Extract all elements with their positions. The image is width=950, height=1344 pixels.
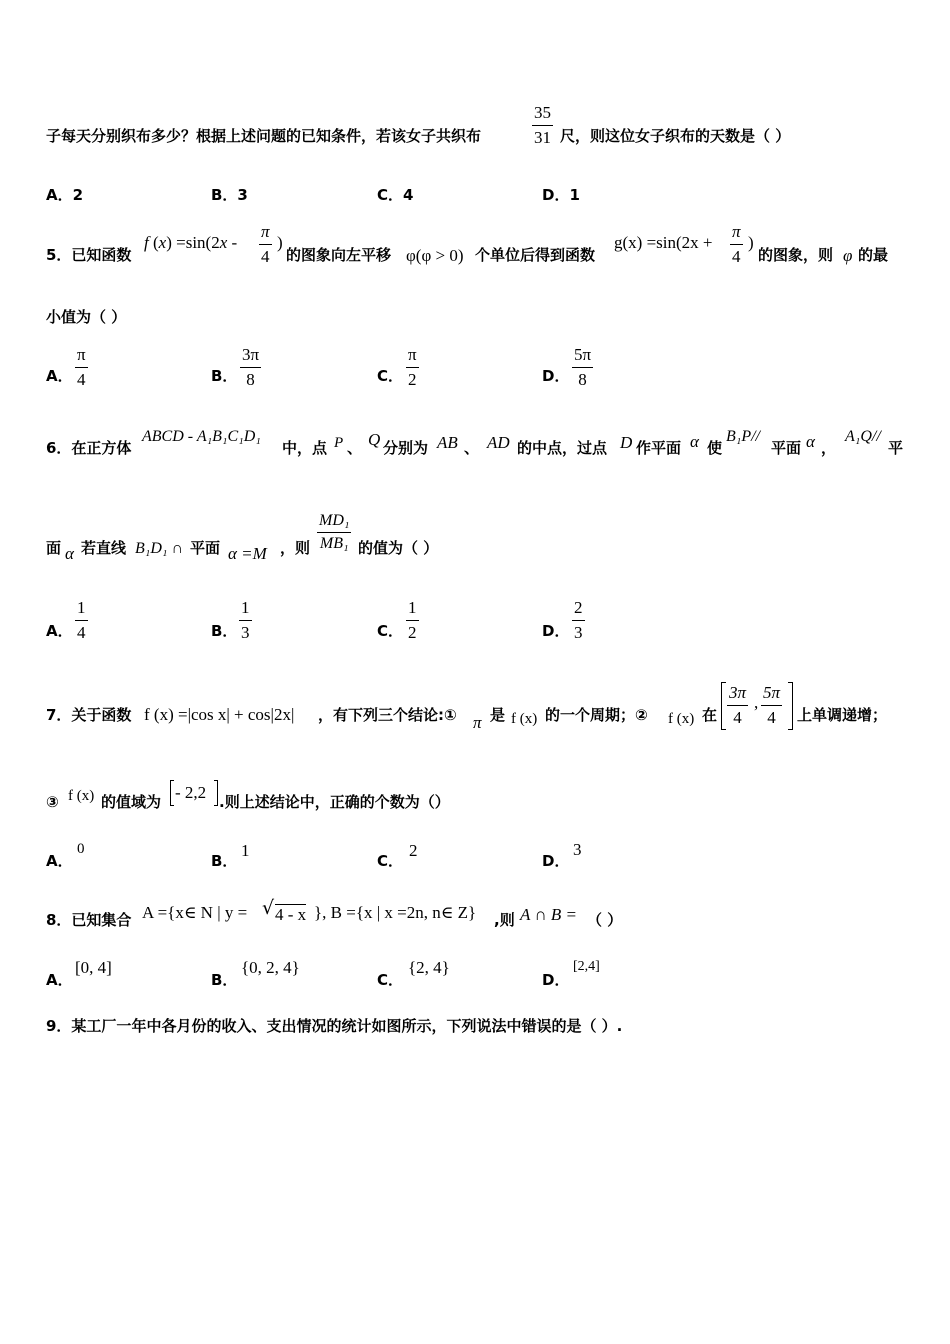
q6-ad: AD (487, 433, 510, 452)
q5-option-c[interactable]: C． (377, 367, 404, 385)
q6-line2-b: 若直线 (81, 539, 127, 557)
q6-text-5: 使 (707, 439, 723, 457)
q8-intersection: A ∩ B = (520, 905, 577, 924)
q6-d: D (620, 433, 633, 452)
q6-ab: AB (437, 433, 458, 452)
q5-f-expr: f (x) =sin(2x - (144, 233, 238, 252)
q6-alpha: α (690, 432, 699, 451)
q7-range-left-bracket (170, 780, 174, 806)
q7-option-a-value: 0 (77, 841, 85, 857)
q5-text-2: 个单位后得到函数 (475, 246, 596, 264)
q6-line2-d: ，则 (280, 539, 311, 557)
q6-ratio: $\frac{\text{MD₁}}{\text{MB₁}}$ (319, 512, 350, 552)
q4-stem-after: 尺，则这位女子织布的天数是（ ） (560, 127, 791, 145)
q7-range: - 2,2 (175, 783, 207, 802)
q6-option-d[interactable]: D． (542, 622, 570, 640)
q6-text-4: 作平面 (636, 439, 682, 457)
q5-text-1: 的图象向左平移 (286, 246, 392, 264)
q7-interval-frac-2: $\frac{5\pi}{4}$ (763, 683, 781, 727)
q8-option-c[interactable]: C． (377, 971, 404, 989)
q8-set-b: }, B ={x | x =2n, n∈ Z} (314, 903, 477, 922)
q6-text-7: 平 (888, 439, 904, 457)
q8-sqrt-arg: 4 - x (275, 905, 307, 924)
q5-option-d-frac: $\frac{5\pi}{8}$ (574, 345, 592, 389)
q5-text-4: 的最 (858, 246, 889, 264)
q6-a1q: A₁Q// (845, 428, 881, 445)
q4-option-a[interactable]: A．2 (46, 186, 84, 204)
q7-option-c[interactable]: C． (377, 852, 404, 870)
q6-option-a[interactable]: A． (46, 622, 73, 640)
q7-text-4: 在 (702, 706, 718, 724)
q6-text-1: 中，点 (282, 439, 328, 457)
q7-option-b[interactable]: B． (211, 852, 238, 870)
q4-option-b[interactable]: B．3 (211, 186, 248, 204)
q8-option-b[interactable]: B． (211, 971, 238, 989)
q8-text-2: （ ） (587, 911, 623, 929)
q8-option-d-value: [2,4] (573, 959, 600, 974)
q7-text-3: 的一个周期；② (545, 706, 648, 724)
q7-text-1: ，有下列三个结论:① (318, 706, 457, 724)
q7-range-right-bracket (214, 780, 218, 806)
q5-option-b-frac: $\frac{3\pi}{8}$ (242, 345, 260, 389)
q4-stem (46, 129, 481, 144)
q7-line2-a: ③ (46, 793, 59, 811)
q6-text-2: 分别为 (383, 439, 429, 457)
q6-text-3: 的中点，过点 (517, 439, 608, 457)
q4-option-c[interactable]: C．4 (377, 186, 414, 204)
q8-set-a: A ={x∈ N | y = (142, 903, 248, 922)
q7-line2-b: 的值域为 (101, 793, 162, 811)
q7-interval-left-bracket (721, 682, 726, 730)
q6-b1d1: B₁D₁ ∩ (135, 540, 184, 557)
q5-f-close: ) (277, 233, 283, 252)
q5-g-close: ) (748, 233, 754, 252)
q7-line2-c: .则上述结论中，正确的个数为（） (219, 793, 450, 811)
q6-cube: ABCD - A₁B₁C₁D₁ (142, 428, 261, 445)
q5-option-b[interactable]: B． (211, 367, 238, 385)
q5-number: 5．已知函数 (46, 246, 132, 264)
q5-line2: 小值为（ ） (46, 308, 127, 326)
q8-option-d[interactable]: D． (542, 971, 570, 989)
q6-comma: ， (821, 439, 837, 457)
q5-option-a[interactable]: A． (46, 367, 73, 385)
q6-line2-c: 平面 (190, 539, 221, 557)
q6-text-6: 平面 (771, 439, 802, 457)
q6-q: Q (368, 430, 381, 449)
q7-fx-2: f (x) (668, 711, 695, 727)
q7-interval-right-bracket (788, 682, 793, 730)
q6-sep-1: 、 (347, 439, 363, 457)
q8-option-c-value: {2, 4} (408, 958, 450, 977)
q6-option-a-frac: $\frac{1}{4}$ (77, 598, 86, 642)
q7-fx: f (x) (511, 711, 538, 727)
q5-g-frac: $\frac{\pi}{4}$ (732, 222, 741, 266)
q8-sqrt-icon: √ (262, 897, 275, 919)
q7-fx-3: f (x) (68, 788, 95, 804)
q7-text-2: 是 (490, 706, 506, 724)
q4-fraction: $\frac{35}{31}$ (534, 103, 551, 147)
q6-option-c-frac: $\frac{1}{2}$ (408, 598, 417, 642)
q7-interval-frac-1: $\frac{3\pi}{4}$ (729, 683, 747, 727)
q5-phi-expr: φ(φ > 0) (406, 246, 464, 265)
q7-pi: π (473, 713, 482, 732)
q6-line2-e: 的值为（ ） (358, 539, 439, 557)
q5-phi: φ (843, 246, 853, 265)
q8-option-b-value: {0, 2, 4} (241, 958, 300, 977)
q6-sep-2: 、 (464, 439, 480, 457)
q6-option-d-frac: $\frac{2}{3}$ (574, 598, 583, 642)
q5-option-a-frac: $\frac{\pi}{4}$ (77, 345, 86, 389)
q7-text-5: 上单调递增； (797, 706, 888, 724)
q5-text-3: 的图象，则 (758, 246, 834, 264)
q5-g-expr: g(x) =sin(2x + (614, 233, 713, 252)
q6-option-b-frac: $\frac{1}{3}$ (241, 598, 250, 642)
q6-alpha-m: α =M (228, 544, 267, 563)
q6-line2-a: 面 (46, 539, 62, 557)
q7-option-a[interactable]: A． (46, 852, 73, 870)
q8-text-1: ,则 (494, 911, 515, 929)
q6-p: P (334, 435, 344, 451)
q6-alpha-2: α (806, 432, 815, 451)
q7-option-c-value: 2 (409, 841, 418, 860)
q7-f-expr: f (x) =|cos x| + cos|2x| (144, 705, 295, 724)
q8-option-a[interactable]: A． (46, 971, 73, 989)
q5-f-frac: $\frac{\pi}{4}$ (261, 222, 270, 266)
q5-option-c-frac: $\frac{\pi}{2}$ (408, 345, 417, 389)
q7-number: 7．关于函数 (46, 706, 132, 724)
q4-option-d[interactable]: D．1 (542, 186, 580, 204)
q7-option-b-value: 1 (241, 841, 250, 860)
q9-stem: 9．某工厂一年中各月份的收入、支出情况的统计如图所示，下列说法中错误的是（ ）. (46, 1017, 623, 1035)
q6-alpha-3: α (65, 544, 74, 563)
q5-option-d[interactable]: D． (542, 367, 570, 385)
q8-number: 8．已知集合 (46, 911, 132, 929)
q6-option-b[interactable]: B． (211, 622, 238, 640)
q6-option-c[interactable]: C． (377, 622, 404, 640)
q6-number: 6．在正方体 (46, 439, 132, 457)
q7-interval-comma: , (754, 693, 759, 712)
q6-b1p: B₁P// (726, 428, 760, 445)
q7-option-d-value: 3 (573, 840, 582, 859)
q4-text-before: 子每天分别织布多少？根据上述问题的已知条件，若该女子共织布 (46, 127, 482, 145)
q8-option-a-value: [0, 4] (75, 958, 112, 977)
q7-option-d[interactable]: D． (542, 852, 570, 870)
